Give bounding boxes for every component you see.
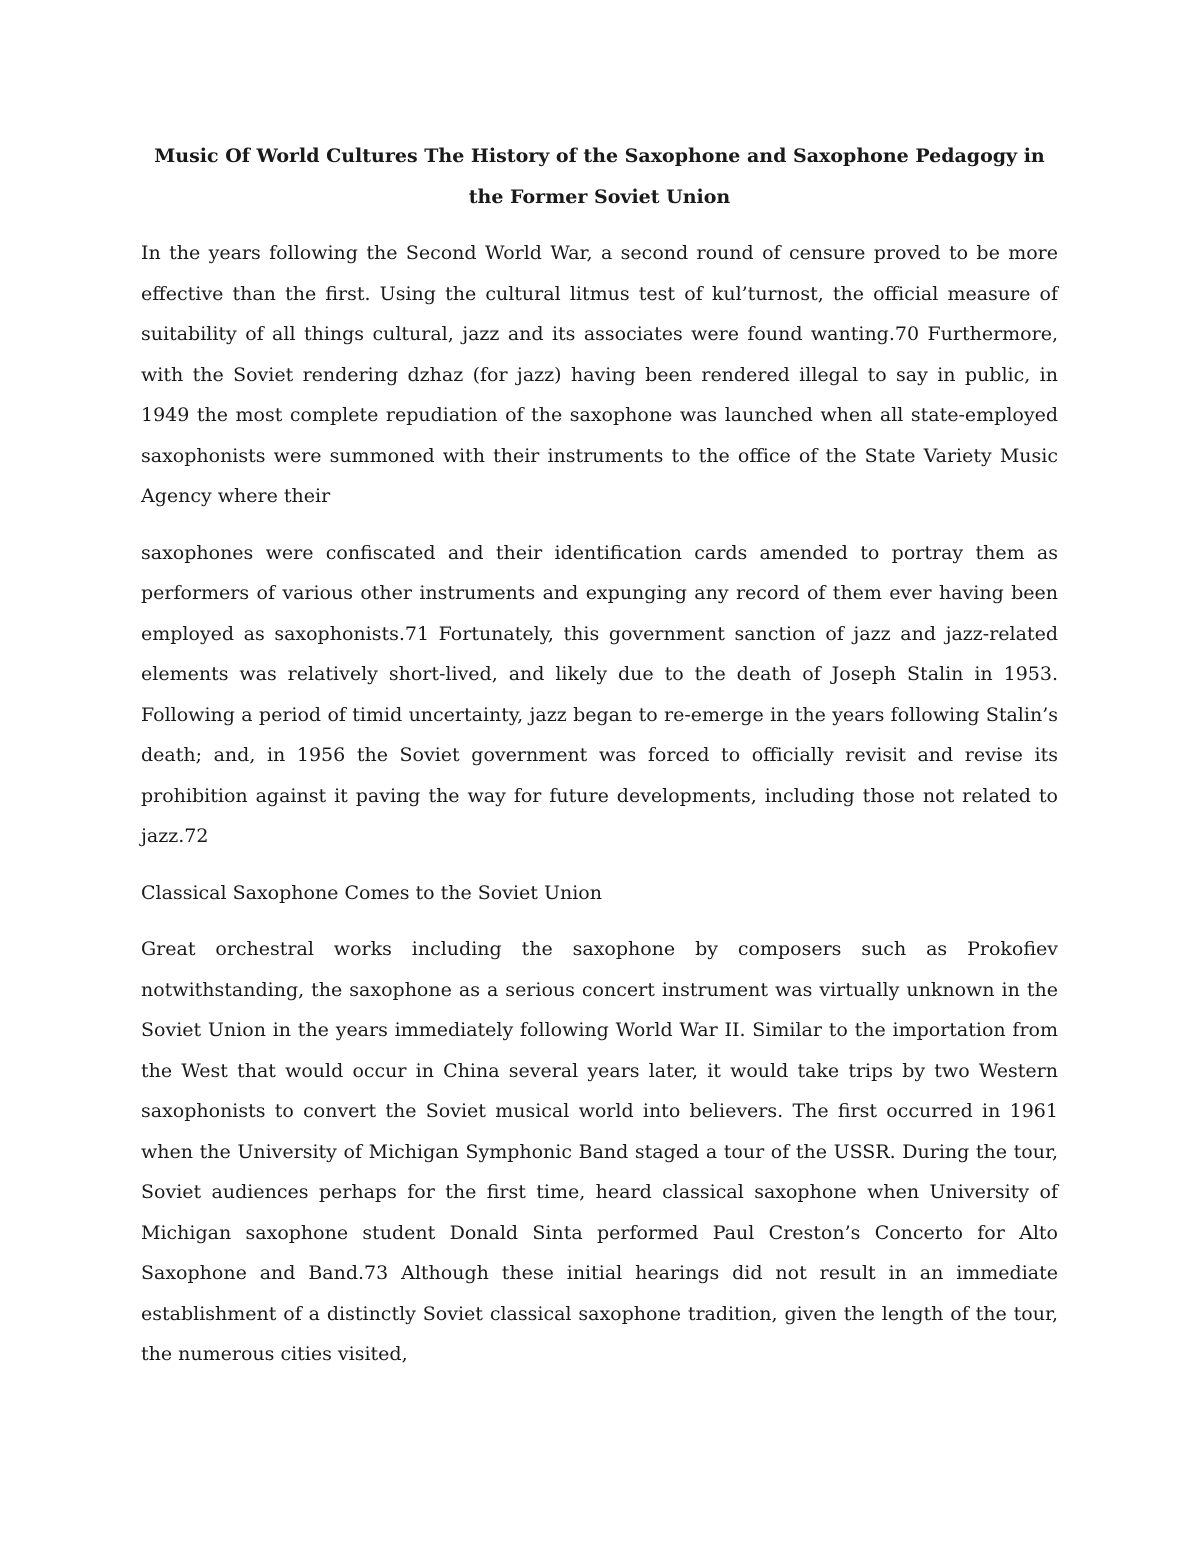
section-heading: Classical Saxophone Comes to the Soviet Union (141, 881, 602, 904)
section-paragraph: Great orchestral works including the saxophone by composers such as Prokofiev notwithstanding, the saxophone as a serious concert instrument was virtually unknown in the Soviet Union in the years immediately following World War II. Similar to the importation from the West that would occur in China several years later, it would take trips by two Western saxophonists to convert the Soviet musical world into believers. The first occurred in 1961 when the University of Michigan Symphonic Band staged a tour of the USSR. During the tour, Soviet audiences perhaps for the first time, heard classical saxophone when University of Michigan saxophone student Donald Sinta performed Paul Creston’s Concerto for Alto Saxophone and Band.73 Although these initial hearings did not result in an immediate establishment of a distinctly Soviet classical saxophone tradition, given the length of the tour, the numerous cities visited, (141, 938, 1058, 1365)
body-paragraph-2: saxophones were confiscated and their identification cards amended to portray them as performers of various other instruments and expunging any record of them ever having been employed as saxophonists.71 Fortunately, this government sanction of jazz and jazz-related elements was relatively short-lived, and likely due to the death of Joseph Stalin in 1953. Following a period of timid uncertainty, jazz began to re-emerge in the years following Stalin’s death; and, in 1956 the Soviet government was forced to officially revisit and revise its prohibition against it paving the way for future developments, including those not related to jazz.72 (141, 541, 1058, 847)
document-title: Music Of World Cultures The History of the Saxophone and Saxophone Pedagogy in the Former Soviet Union (154, 145, 1045, 208)
body-paragraph-1: In the years following the Second World War, a second round of censure proved to be more effective than the first. Using the cultural litmus test of kul’turnost, the official measure of suitability of all things cultural, jazz and its associates were found wanting.70 Furthermore, with the Soviet rendering dzhaz (for jazz) having been rendered illegal to say in public, in 1949 the most complete repudiation of the saxophone was launched when all state-employed saxophonists were summoned with their instruments to the office of the State Variety Music Agency where their (141, 242, 1058, 507)
document-body (141, 136, 1058, 1391)
